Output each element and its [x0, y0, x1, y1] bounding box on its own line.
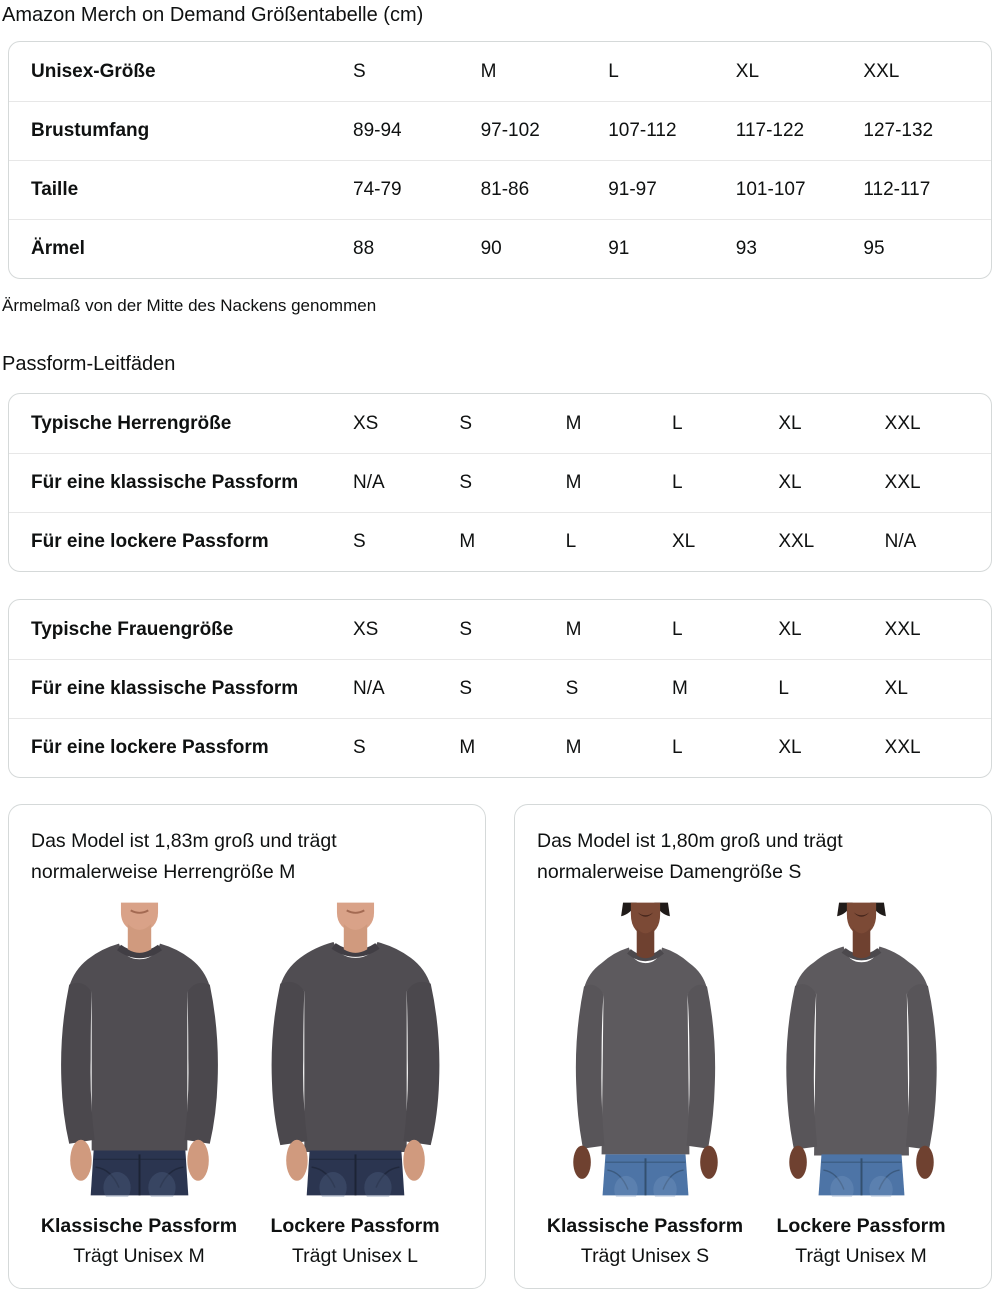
size-cell: S [459, 412, 473, 434]
size-cell: S [565, 678, 579, 699]
size-cell: S [353, 531, 366, 552]
size-cell: L [778, 678, 789, 699]
model-photo-male-loose-fit [253, 901, 458, 1197]
unisex-size-table [8, 41, 992, 279]
size-cell: XXL [884, 737, 921, 758]
size-cell: XL [778, 472, 802, 493]
model-description: Das Model ist 1,83m groß und trägt normalerweise Herrengröße M [31, 830, 337, 883]
figures-row [31, 901, 463, 1268]
size-cell: XXL [863, 60, 900, 82]
womens-fit-table [8, 599, 992, 778]
size-cell: XS [353, 412, 379, 434]
worn-size-label: Trägt Unisex M [73, 1245, 205, 1267]
size-cell: L [672, 472, 683, 493]
size-cell: L [672, 618, 683, 640]
table-row [9, 718, 991, 777]
size-cell: 89-94 [353, 120, 402, 141]
size-cell: M [459, 737, 476, 758]
worn-size-label: Trägt Unisex M [795, 1245, 927, 1267]
table-row [9, 394, 991, 453]
size-cell: M [565, 412, 582, 434]
table-row [9, 219, 991, 278]
size-cell: N/A [353, 678, 385, 699]
size-cell: S [353, 60, 366, 82]
size-cell: 107-112 [608, 120, 677, 141]
figure-loose-fit [247, 901, 463, 1268]
size-cell: XL [778, 412, 802, 434]
mens-fit-table [8, 393, 992, 572]
size-cell: 91-97 [608, 179, 657, 200]
table-row [9, 600, 991, 659]
size-cell: XL [884, 678, 908, 699]
size-cell: XXL [778, 531, 815, 552]
table-row [9, 160, 991, 219]
size-cell: 112-117 [863, 179, 931, 200]
size-cell: L [672, 412, 683, 434]
model-photo-male-classic-fit [37, 901, 242, 1197]
size-cell: 93 [735, 238, 757, 259]
size-cell: XXL [884, 412, 921, 434]
size-cell: M [565, 737, 582, 758]
size-cell: 101-107 [735, 179, 806, 200]
size-cell: XL [735, 60, 760, 82]
model-photo-female-classic-fit [543, 901, 748, 1197]
size-cell: XL [778, 737, 802, 758]
fit-label: Lockere Passform [776, 1215, 946, 1237]
table-row [9, 101, 991, 160]
model-photo-female-loose-fit [759, 901, 964, 1197]
row-label: Unisex-Größe [31, 60, 156, 82]
size-cell: M [459, 531, 476, 552]
size-cell: M [565, 618, 582, 640]
size-cell: M [480, 60, 497, 82]
figures-row [537, 901, 969, 1268]
table-row [9, 42, 991, 101]
row-label: Für eine klassische Passform [31, 472, 299, 493]
row-label: Ärmel [31, 238, 85, 259]
size-cell: 91 [608, 238, 630, 259]
size-cell: L [672, 737, 683, 758]
size-cell: N/A [353, 472, 385, 493]
size-cell: M [565, 472, 582, 493]
table-row [9, 453, 991, 512]
size-cell: 117-122 [735, 120, 805, 141]
figure-classic-fit [537, 901, 753, 1268]
row-label: Taille [31, 179, 79, 200]
page-title: Amazon Merch on Demand Größentabelle (cm) [2, 4, 424, 26]
fit-guides-heading: Passform-Leitfäden [2, 353, 176, 375]
size-cell: 95 [863, 238, 885, 259]
model-cards [8, 804, 992, 1289]
size-cell: N/A [884, 531, 917, 552]
fit-label: Klassische Passform [546, 1215, 744, 1237]
size-cell: 81-86 [480, 179, 530, 200]
size-cell: XL [778, 618, 802, 640]
mens-model-card [8, 804, 486, 1289]
fit-label: Lockere Passform [270, 1215, 440, 1237]
size-cell: 90 [480, 238, 502, 259]
size-cell: M [672, 678, 688, 699]
womens-model-card [514, 804, 992, 1289]
fit-label: Klassische Passform [40, 1215, 238, 1237]
figure-classic-fit [31, 901, 247, 1268]
size-cell: L [565, 531, 577, 552]
row-label: Für eine klassische Passform [31, 678, 299, 699]
row-label: Für eine lockere Passform [31, 737, 269, 758]
worn-size-label: Trägt Unisex L [291, 1245, 419, 1267]
worn-size-label: Trägt Unisex S [580, 1245, 710, 1267]
sleeve-measurement-note: Ärmelmaß von der Mitte des Nackens genommen [2, 296, 377, 315]
size-cell: S [459, 472, 473, 493]
table-row [9, 659, 991, 718]
size-cell: XL [672, 531, 696, 552]
row-label: Brustumfang [31, 120, 150, 141]
figure-loose-fit [753, 901, 969, 1268]
size-cell: L [608, 60, 619, 82]
row-label: Typische Herrengröße [31, 412, 232, 434]
model-description: Das Model ist 1,80m groß und trägt normalerweise Damengröße S [537, 830, 843, 883]
size-cell: 88 [353, 238, 375, 259]
size-cell: XS [353, 618, 379, 640]
size-cell: 127-132 [863, 120, 934, 141]
size-cell: 74-79 [353, 179, 402, 200]
size-cell: XXL [884, 472, 921, 493]
size-cell: S [459, 678, 473, 699]
size-cell: XXL [884, 618, 921, 640]
size-cell: S [353, 737, 366, 758]
row-label: Typische Frauengröße [31, 618, 234, 640]
table-row [9, 512, 991, 571]
size-cell: S [459, 618, 473, 640]
row-label: Für eine lockere Passform [31, 531, 269, 552]
size-cell: 97-102 [480, 120, 540, 141]
